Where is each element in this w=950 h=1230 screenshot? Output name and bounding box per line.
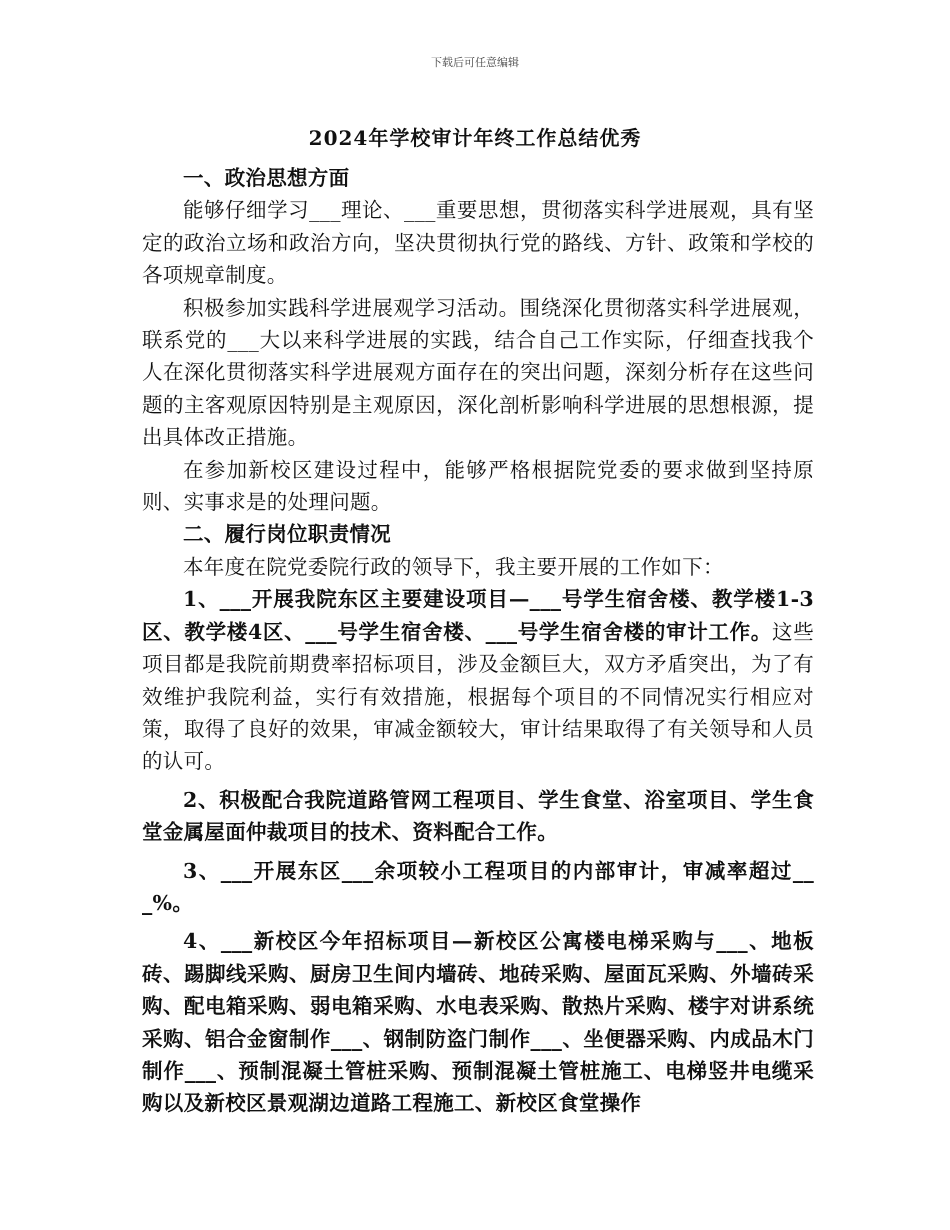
list-item-1-lead: 1、___开展我院东区主要建设项目—___号学生宿舍楼、教学楼1-3区、教学楼4区、___号学生宿舍楼、___号学生宿舍楼的审计工作。 <box>142 587 814 644</box>
list-item-2: 2、积极配合我院道路管网工程项目、学生食堂、浴室项目、学生食堂金属屋面仲裁项目的技术、资料配合工作。 <box>142 787 814 845</box>
paragraph-new-campus: 在参加新校区建设过程中，能够严格根据院党委的要求做到坚持原则、实事求是的处理问题。 <box>142 457 814 515</box>
paragraph-study: 能够仔细学习___理论、___重要思想，贯彻落实科学进展观，具有坚定的政治立场和政治方向，坚决贯彻执行党的路线、方针、政策和学校的各项规章制度。 <box>142 198 814 288</box>
paragraph-duties-intro: 本年度在院党委院行政的领导下，我主要开展的工作如下： <box>183 554 724 579</box>
list-item-1 <box>142 583 814 777</box>
document-body <box>142 162 814 1120</box>
section-heading-duties: 二、履行岗位职责情况 <box>183 522 391 547</box>
list-item-3: 3、___开展东区___余项较小工程项目的内部审计，审减率超过___%。 <box>142 858 814 915</box>
paragraph-practice: 积极参加实践科学进展观学习活动。围绕深化贯彻落实科学进展观，联系党的___大以来科学进展的实践，结合自己工作实际，仔细查找我个人在深化贯彻落实科学进展观方面存在的突出问题，深刻分析存在这些问题的主客观原因特别是主观原因，深化剖析影响科学进展的思想根源，提出具体改正措施。 <box>142 295 814 450</box>
list-item-4: 4、___新校区今年招标项目—新校区公寓楼电梯采购与___、地板砖、踢脚线采购、厨房卫生间内墙砖、地砖采购、屋面瓦采购、外墙砖采购、配电箱采购、弱电箱采购、水电表采购、散热片采购、楼宇对讲系统采购、铝合金窗制作___、钢制防盗门制作___、坐便器采购、内成品木门制作___、预制混凝土管桩采购、预制混凝土管桩施工、电梯竖井电缆采购以及新校区景观湖边道路工程施工、新校区食堂操作 <box>142 929 814 1116</box>
document-title: 2024年学校审计年终工作总结优秀 <box>308 126 642 150</box>
section-heading-political: 一、政治思想方面 <box>183 166 350 190</box>
page-header-note: 下载后可任意编辑 <box>431 56 519 69</box>
list-item-1-detail: 这些项目都是我院前期费率招标项目，涉及金额巨大，双方矛盾突出，为了有效维护我院利益，实行有效措施，根据每个项目的不同情况实行相应对策，取得了良好的效果，审减金额较大，审计结果取得了有关领导和人员的认可。 <box>142 619 814 774</box>
